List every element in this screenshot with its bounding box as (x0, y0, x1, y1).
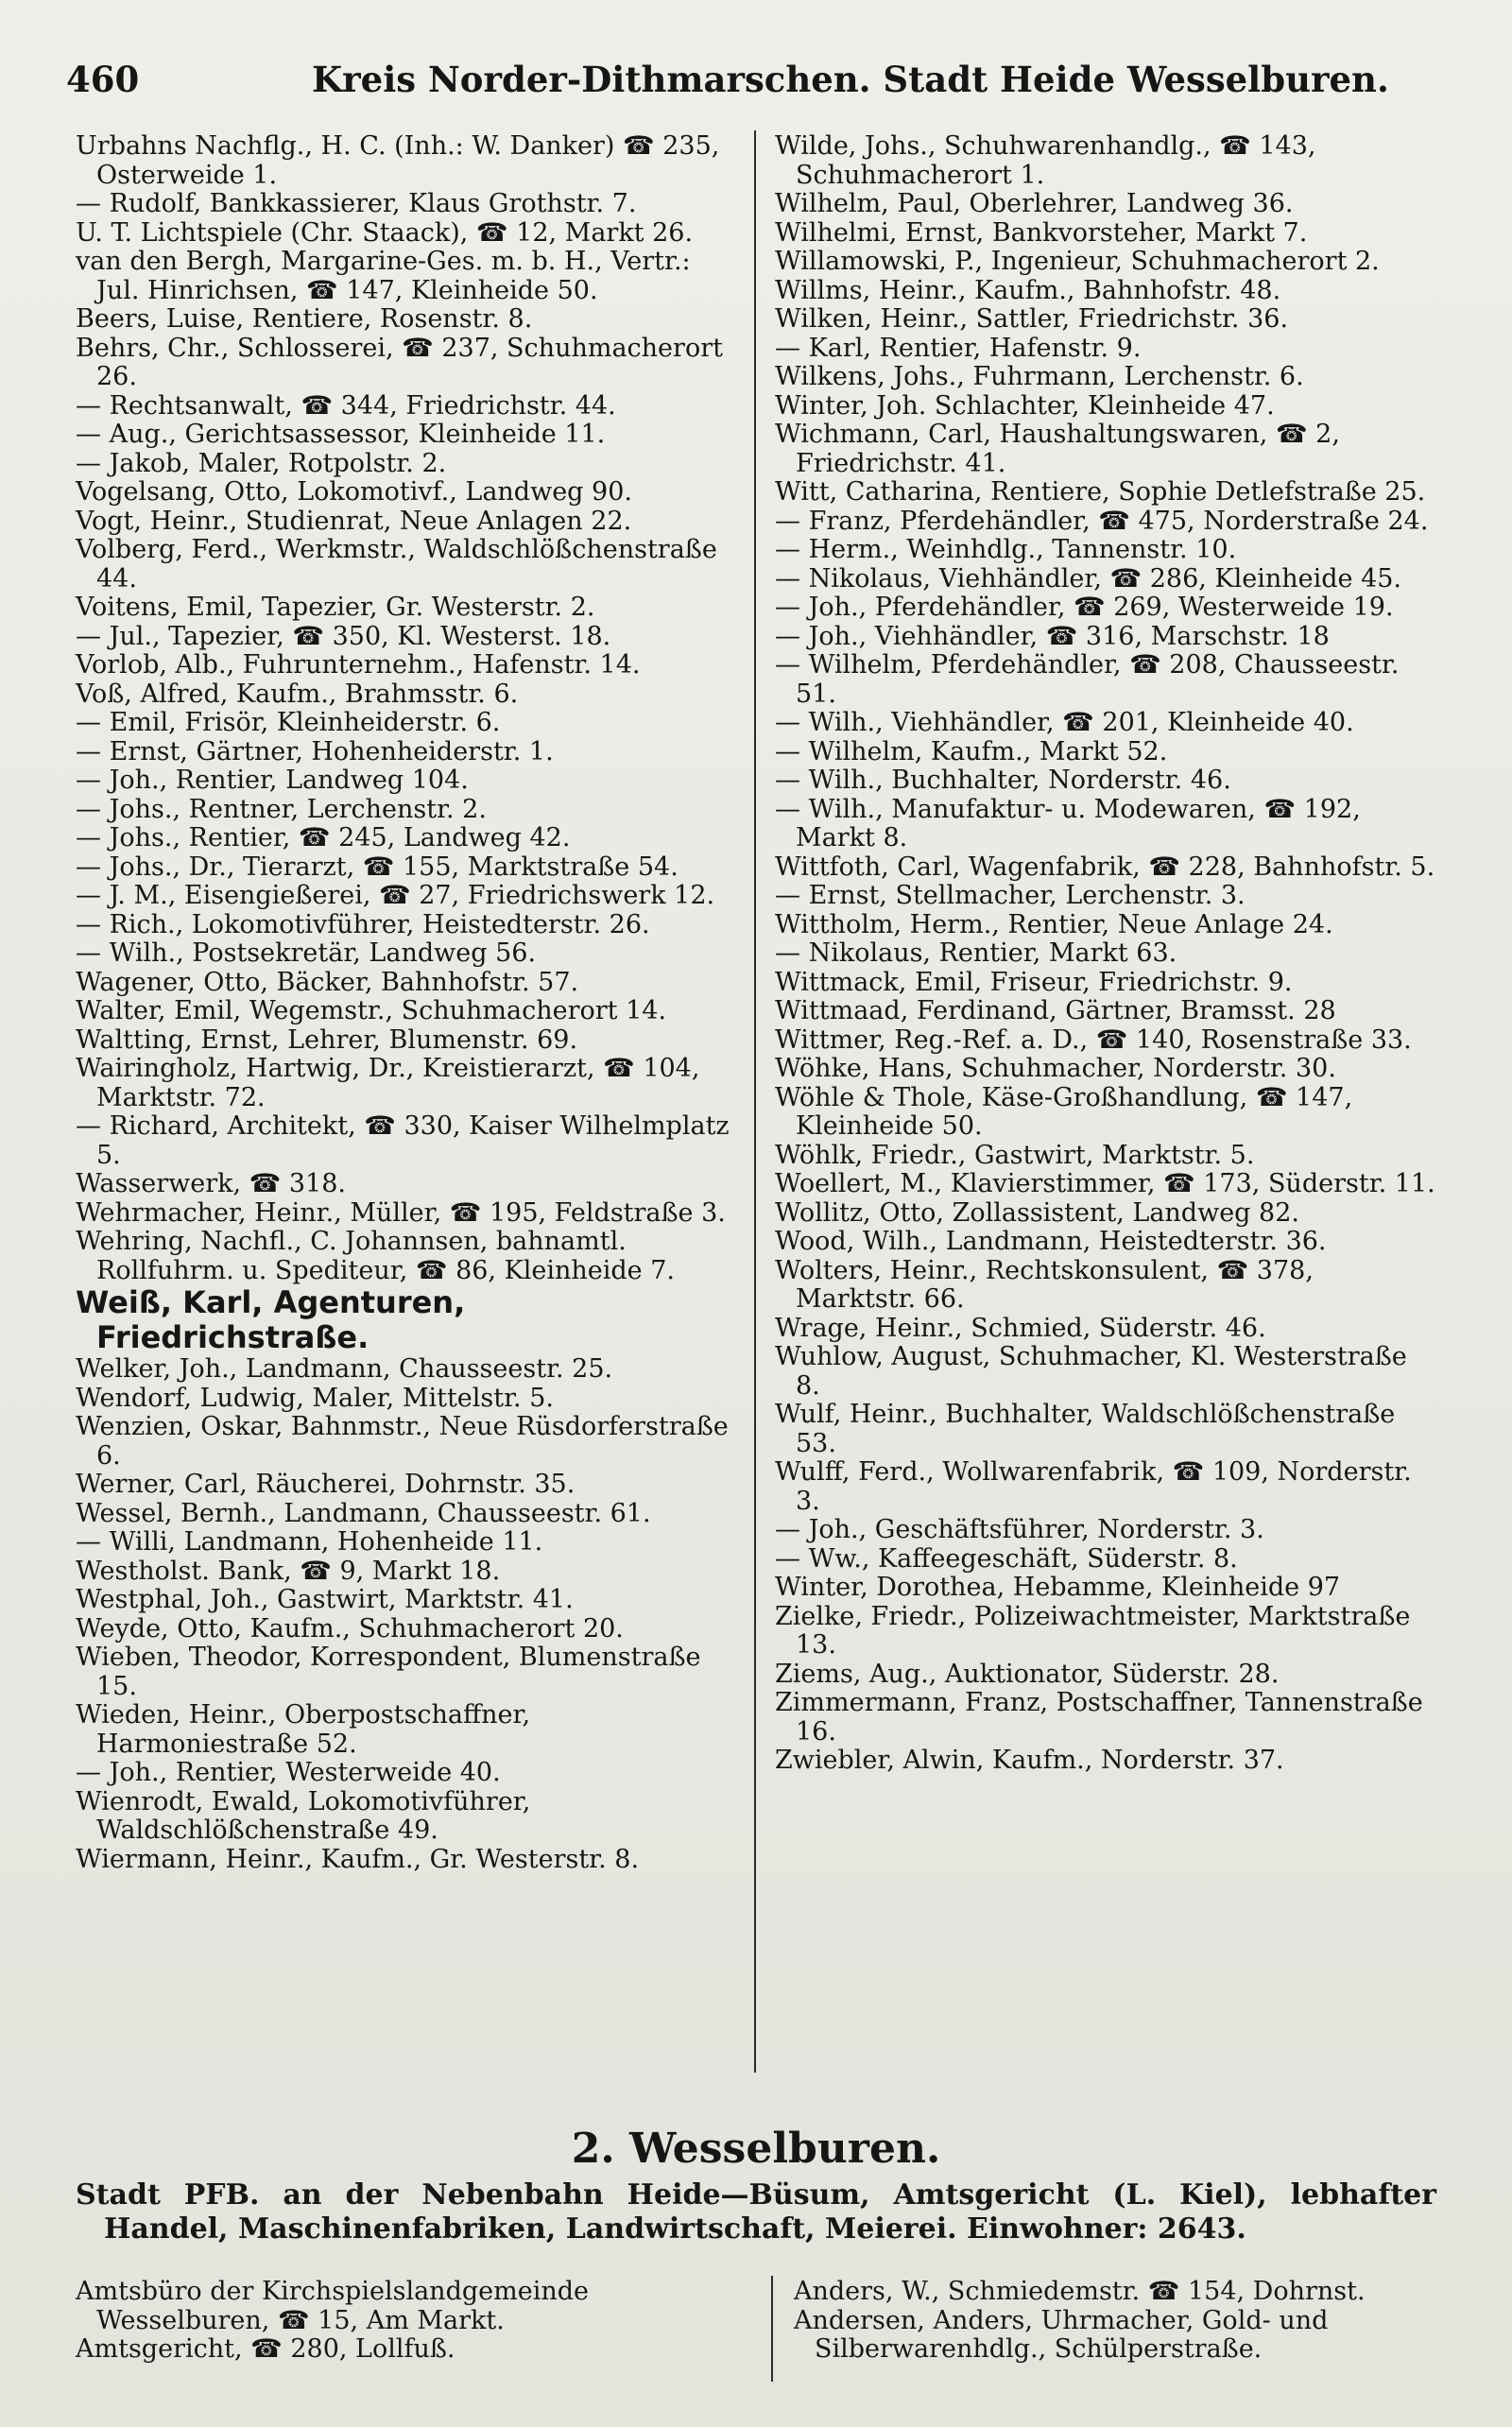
directory-entry: Wieden, Heinr., Oberpostschaffner, Harmoniestraße 52. (76, 1700, 531, 1759)
directory-entry: Walter, Emil, Wegemstr., Schuhmacherort 14. (76, 996, 667, 1025)
directory-entry: Vogelsang, Otto, Lokomotivf., Landweg 90. (76, 477, 632, 507)
directory-entry: Wollitz, Otto, Zollassistent, Landweg 82. (775, 1197, 1299, 1228)
directory-entry: Witt, Catharina, Rentiere, Sophie Detlefstraße 25. (775, 477, 1426, 507)
directory-entry: — Joh., Rentier, Landweg 104. (76, 766, 469, 795)
directory-entry: Amtsgericht, ☎ 280, Lollfuß. (76, 2334, 455, 2364)
directory-entry: Winter, Dorothea, Hebamme, Kleinheide 97 (775, 1573, 1341, 1602)
bottom-left-entries (76, 2278, 718, 2365)
directory-entry: — Rudolf, Bankkassierer, Klaus Grothstr. 7. (76, 189, 637, 218)
left-column (76, 132, 737, 1874)
directory-entry: Wilhelmi, Ernst, Bankvorsteher, Markt 7. (775, 217, 1308, 248)
directory-entry: — Wilh., Manufaktur- u. Modewaren, ☎ 192, Markt 8. (775, 794, 1361, 852)
directory-entry: — Jakob, Maler, Rotpolstr. 2. (76, 448, 447, 478)
directory-entry: Wairingholz, Hartwig, Dr., Kreistierarzt, ☎ 104, Marktstr. 72. (76, 1054, 700, 1112)
directory-entry: — Johs., Rentier, ☎ 245, Landweg 42. (76, 823, 571, 852)
directory-entry: Wöhle & Thole, Käse-Großhandlung, ☎ 147, Kleinheide 50. (775, 1082, 1353, 1141)
directory-entry: Wulff, Ferd., Wollwarenfabrik, ☎ 109, Norderstr. 3. (775, 1457, 1412, 1516)
directory-entry: Wittmack, Emil, Friseur, Friedrichstr. 9. (775, 967, 1293, 997)
section-description: Stadt PFB. an der Nebenbahn Heide—Büsum, Amtsgericht (L. Kiel), lebhafter Handel, Maschinenfabriken, Landwirtschaft, Meierei. Einwohner: 2643. (76, 2178, 1436, 2246)
directory-entry: Wilken, Heinr., Sattler, Friedrichstr. 36. (775, 304, 1289, 334)
directory-entry: Wessel, Bernh., Landmann, Chausseestr. 61. (76, 1498, 651, 1528)
directory-entry: Wienrodt, Ewald, Lokomotivführer, Waldschlößchenstraße 49. (76, 1786, 531, 1845)
directory-entry: — Nikolaus, Rentier, Markt 63. (775, 938, 1177, 968)
directory-entry: — Ernst, Stellmacher, Lerchenstr. 3. (775, 881, 1246, 910)
directory-entry: — Wilh., Viehhändler, ☎ 201, Kleinheide 40. (775, 708, 1354, 737)
directory-entry: — Johs., Dr., Tierarzt, ☎ 155, Marktstraße 54. (76, 852, 679, 882)
directory-entry: Beers, Luise, Rentiere, Rosenstr. 8. (76, 304, 533, 334)
directory-entry: Welker, Joh., Landmann, Chausseestr. 25. (76, 1354, 613, 1384)
running-title: Kreis Norder-Dithmarschen. Stadt Heide Wesselburen. (312, 59, 1389, 100)
directory-entry: Wolters, Heinr., Rechtskonsulent, ☎ 378, Marktstr. 66. (775, 1255, 1314, 1314)
directory-entry: Wasserwerk, ☎ 318. (76, 1169, 346, 1198)
directory-entry: Vorlob, Alb., Fuhrunternehm., Hafenstr. 14. (76, 650, 641, 680)
directory-entry: Voß, Alfred, Kaufm., Brahmsstr. 6. (76, 679, 519, 709)
directory-entry: — Ernst, Gärtner, Hohenheiderstr. 1. (76, 736, 554, 766)
directory-entry: Wilhelm, Paul, Oberlehrer, Landweg 36. (775, 189, 1294, 218)
page-header (66, 59, 1465, 115)
bottom-right-entries (794, 2278, 1436, 2365)
directory-entry: Volberg, Ferd., Werkmstr., Waldschlößchenstraße 44. (76, 535, 717, 594)
directory-entry: — Joh., Pferdehändler, ☎ 269, Westerweide 19. (775, 593, 1394, 622)
directory-entry: Wittmer, Reg.-Ref. a. D., ☎ 140, Rosenstraße 33. (775, 1024, 1412, 1055)
directory-entry: — Franz, Pferdehändler, ☎ 475, Norderstraße 24. (775, 506, 1429, 536)
directory-entry: Wulf, Heinr., Buchhalter, Waldschlößchenstraße 53. (775, 1400, 1396, 1458)
directory-entry: — Willi, Landmann, Hohenheide 11. (76, 1527, 543, 1557)
column-divider (754, 130, 756, 2073)
bold-entry: Weiß, Karl, Agenturen, Friedrichstraße. (76, 1284, 466, 1355)
directory-entry: Wendorf, Ludwig, Maler, Mittelstr. 5. (76, 1383, 554, 1413)
directory-entry: Weyde, Otto, Kaufm., Schuhmacherort 20. (76, 1613, 624, 1644)
directory-entry: — Herm., Weinhdlg., Tannenstr. 10. (775, 535, 1237, 564)
directory-entry: Winter, Joh. Schlachter, Kleinheide 47. (775, 390, 1275, 421)
directory-entry: Wiermann, Heinr., Kaufm., Gr. Westerstr. 8. (76, 1844, 640, 1874)
directory-entry: — Richard, Architekt, ☎ 330, Kaiser Wilhelmplatz 5. (76, 1111, 730, 1170)
directory-entry: Werner, Carl, Räucherei, Dohrnstr. 35. (76, 1470, 576, 1499)
directory-entry: Behrs, Chr., Schlosserei, ☎ 237, Schuhmacherort 26. (76, 333, 723, 391)
left-entries-after (76, 1355, 737, 1874)
directory-entry: Amtsbüro der Kirchspielslandgemeinde Wesselburen, ☎ 15, Am Markt. (76, 2277, 589, 2335)
directory-entry: — Aug., Gerichtsassessor, Kleinheide 11. (76, 420, 606, 449)
directory-entry: — Ww., Kaffeegeschäft, Süderstr. 8. (775, 1543, 1238, 1574)
bottom-column-divider (771, 2276, 773, 2382)
page-number: 460 (66, 59, 140, 100)
directory-entry: Wehrmacher, Heinr., Müller, ☎ 195, Feldstraße 3. (76, 1197, 726, 1228)
directory-entry: Wichmann, Carl, Haushaltungswaren, ☎ 2, Friedrichstr. 41. (775, 420, 1340, 478)
directory-entry: — Rechtsanwalt, ☎ 344, Friedrichstr. 44. (76, 390, 616, 421)
left-entries (76, 132, 737, 1285)
directory-entry: Waltting, Ernst, Lehrer, Blumenstr. 69. (76, 1024, 578, 1055)
directory-entry: Westholst. Bank, ☎ 9, Markt 18. (76, 1556, 501, 1586)
directory-entry: — Joh., Viehhändler, ☎ 316, Marschstr. 18 (775, 621, 1330, 651)
directory-entry: Wieben, Theodor, Korrespondent, Blumenstraße 15. (76, 1643, 701, 1701)
bottom-left-column (76, 2278, 718, 2365)
directory-entry: Willamowski, P., Ingenieur, Schuhmacherort 2. (775, 247, 1380, 276)
directory-entry: — Wilh., Buchhalter, Norderstr. 46. (775, 766, 1231, 795)
directory-entry: — Wilhelm, Pferdehändler, ☎ 208, Chausseestr. 51. (775, 650, 1400, 709)
directory-entry: Voitens, Emil, Tapezier, Gr. Westerstr. 2. (76, 593, 595, 622)
directory-entry: Wittmaad, Ferdinand, Gärtner, Bramsst. 28 (775, 996, 1336, 1025)
directory-entry: Wittholm, Herm., Rentier, Neue Anlage 24. (775, 909, 1333, 939)
directory-entry: Vogt, Heinr., Studienrat, Neue Anlagen 22. (76, 506, 632, 536)
directory-entry: — Wilhelm, Kaufm., Markt 52. (775, 736, 1168, 766)
directory-entry: Wrage, Heinr., Schmied, Süderstr. 46. (775, 1313, 1266, 1343)
directory-entry: van den Bergh, Margarine-Ges. m. b. H., Vertr.: Jul. Hinrichsen, ☎ 147, Kleinheide 50. (76, 247, 691, 305)
directory-entry: Wagener, Otto, Bäcker, Bahnhofstr. 57. (76, 967, 579, 997)
directory-entry: — Emil, Frisör, Kleinheiderstr. 6. (76, 708, 501, 737)
directory-entry: Wittfoth, Carl, Wagenfabrik, ☎ 228, Bahnhofstr. 5. (775, 852, 1435, 882)
directory-entry: Westphal, Joh., Gastwirt, Marktstr. 41. (76, 1585, 574, 1614)
directory-entry: — Rich., Lokomotivführer, Heistedterstr. 26. (76, 909, 650, 939)
directory-entry: Wöhke, Hans, Schuhmacher, Norderstr. 30. (775, 1054, 1336, 1083)
directory-entry: Zimmermann, Franz, Postschaffner, Tannenstraße 16. (775, 1688, 1423, 1747)
section-title: 2. Wesselburen. (571, 2125, 941, 2173)
directory-entry: Anders, W., Schmiedemstr. ☎ 154, Dohrnst. (794, 2277, 1366, 2306)
directory-entry: Wuhlow, August, Schuhmacher, Kl. Westerstraße 8. (775, 1342, 1407, 1401)
directory-entry: — Joh., Rentier, Westerweide 40. (76, 1758, 501, 1787)
bottom-right-column (794, 2278, 1436, 2365)
directory-entry: Wöhlk, Friedr., Gastwirt, Marktstr. 5. (775, 1140, 1255, 1170)
directory-entry: Wilde, Johs., Schuhwarenhandlg., ☎ 143, Schuhmacherort 1. (775, 131, 1316, 190)
directory-entry: — Jul., Tapezier, ☎ 350, Kl. Westerst. 18. (76, 621, 611, 651)
directory-entry: Wood, Wilh., Landmann, Heistedterstr. 36. (775, 1227, 1327, 1256)
section-wesselburen (76, 2125, 1436, 2246)
directory-entry: — Johs., Rentner, Lerchenstr. 2. (76, 794, 487, 824)
directory-entry: — Karl, Rentier, Hafenstr. 9. (775, 333, 1142, 363)
directory-entry: — Nikolaus, Viehhändler, ☎ 286, Kleinheide 45. (775, 563, 1402, 594)
directory-entry: — J. M., Eisengießerei, ☎ 27, Friedrichswerk 12. (76, 881, 715, 910)
right-column (775, 132, 1436, 1776)
directory-entry: Urbahns Nachflg., H. C. (Inh.: W. Danker) ☎ 235, Osterweide 1. (76, 131, 720, 190)
directory-entry: Willms, Heinr., Kaufm., Bahnhofstr. 48. (775, 275, 1281, 305)
directory-entry: Zielke, Friedr., Polizeiwachtmeister, Marktstraße 13. (775, 1601, 1411, 1660)
directory-entry: — Wilh., Postsekretär, Landweg 56. (76, 938, 537, 968)
directory-entry: Woellert, M., Klavierstimmer, ☎ 173, Süderstr. 11. (775, 1169, 1435, 1198)
directory-entry: Wilkens, Johs., Fuhrmann, Lerchenstr. 6. (775, 362, 1304, 391)
directory-entry: U. T. Lichtspiele (Chr. Staack), ☎ 12, Markt 26. (76, 217, 694, 248)
directory-entry: Wehring, Nachfl., C. Johannsen, bahnamtl. Rollfuhrm. u. Spediteur, ☎ 86, Kleinheide 7. (76, 1227, 676, 1285)
directory-entry: Andersen, Anders, Uhrmacher, Gold- und Silberwarenhdlg., Schülperstraße. (794, 2305, 1329, 2364)
right-entries (775, 132, 1436, 1776)
directory-entry: — Joh., Geschäftsführer, Norderstr. 3. (775, 1515, 1264, 1544)
directory-entry: Ziems, Aug., Auktionator, Süderstr. 28. (775, 1659, 1280, 1689)
directory-entry: Wenzien, Oskar, Bahnmstr., Neue Rüsdorferstraße 6. (76, 1412, 729, 1471)
directory-entry: Zwiebler, Alwin, Kaufm., Norderstr. 37. (775, 1746, 1284, 1775)
